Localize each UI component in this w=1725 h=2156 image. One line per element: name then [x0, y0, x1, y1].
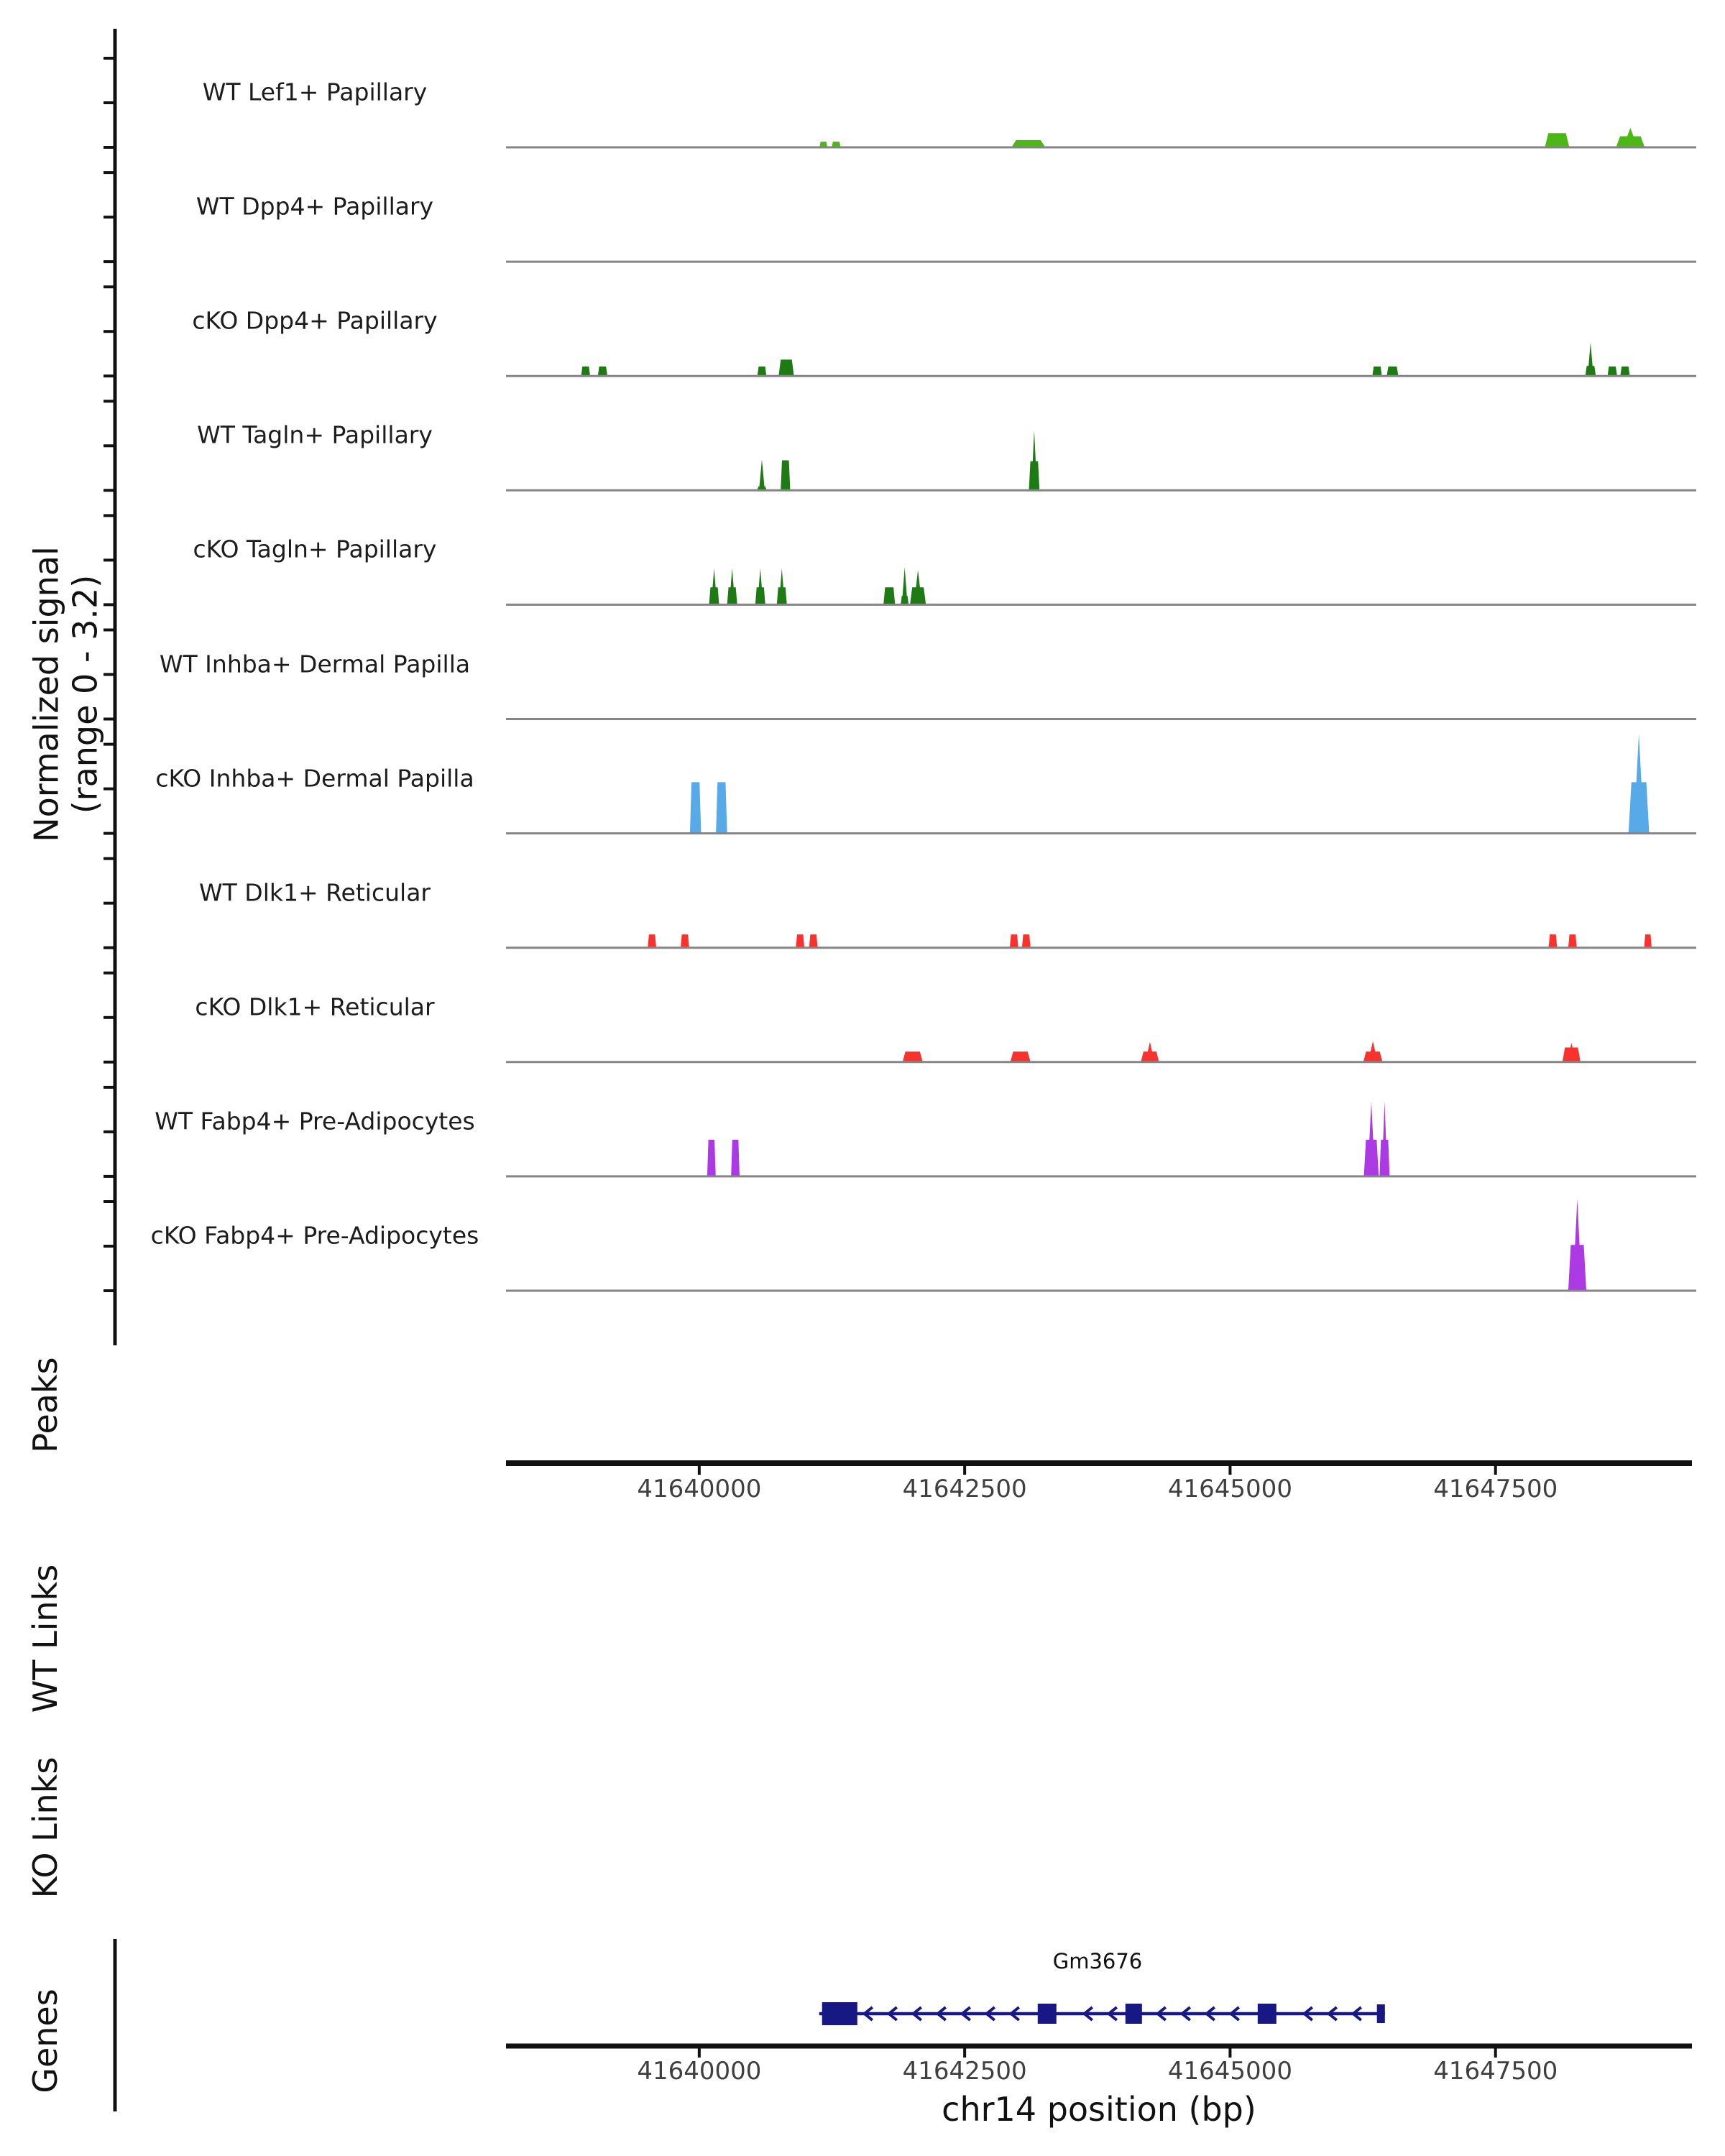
axis-tick-label: 41647500	[1433, 2057, 1558, 2086]
signal-track	[506, 343, 1696, 377]
track-label: WT Dpp4+ Papillary	[196, 192, 434, 221]
track-label: WT Tagln+ Papillary	[197, 420, 433, 449]
gene-model	[819, 2002, 1385, 2025]
signal-track	[506, 128, 1696, 147]
signal-track	[506, 567, 1696, 604]
track-label: cKO Fabp4+ Pre-Adipocytes	[150, 1221, 479, 1250]
axis-tick-label: 41640000	[637, 2057, 762, 2086]
track-label: WT Inhba+ Dermal Papilla	[159, 650, 471, 678]
signal-track	[506, 1102, 1696, 1176]
signal-track	[506, 430, 1696, 491]
track-label: cKO Dlk1+ Reticular	[195, 992, 435, 1021]
track-label: WT Dlk1+ Reticular	[199, 878, 431, 907]
track-label: cKO Dpp4+ Papillary	[192, 306, 438, 335]
axis-tick-label: 41647500	[1433, 1475, 1558, 1503]
x-axis-title: chr14 position (bp)	[942, 2090, 1256, 2129]
signal-track	[506, 1041, 1696, 1062]
signal-y-spine	[104, 29, 115, 1345]
gene-name-label: Gm3676	[1052, 1949, 1143, 1973]
axis-tick-label: 41642500	[902, 1475, 1027, 1503]
signal-track	[506, 1199, 1696, 1291]
axis-tick-label: 41640000	[637, 1475, 762, 1503]
axis-tick-label: 41645000	[1167, 2057, 1292, 2086]
section-label-genes: Genes	[26, 1989, 65, 2093]
genome-axis	[506, 1463, 1692, 1475]
signal-track	[506, 734, 1696, 834]
y-axis-label-line1: Normalized signal	[27, 546, 66, 842]
track-label: cKO Inhba+ Dermal Papilla	[155, 764, 474, 793]
genome-axis	[506, 2046, 1692, 2058]
section-label-wt-links: WT Links	[26, 1564, 65, 1713]
track-label: WT Fabp4+ Pre-Adipocytes	[155, 1107, 475, 1135]
section-label-peaks: Peaks	[26, 1357, 65, 1453]
y-axis-label-line2: (range 0 - 3.2)	[66, 574, 105, 814]
track-label: WT Lef1+ Papillary	[202, 78, 428, 106]
axis-tick-label: 41642500	[902, 2057, 1027, 2086]
axis-tick-label: 41645000	[1167, 1475, 1292, 1503]
signal-track	[506, 934, 1696, 947]
track-label: cKO Tagln+ Papillary	[193, 535, 437, 563]
y-axis-label	[27, 546, 106, 842]
section-label-ko-links: KO Links	[26, 1756, 65, 1899]
